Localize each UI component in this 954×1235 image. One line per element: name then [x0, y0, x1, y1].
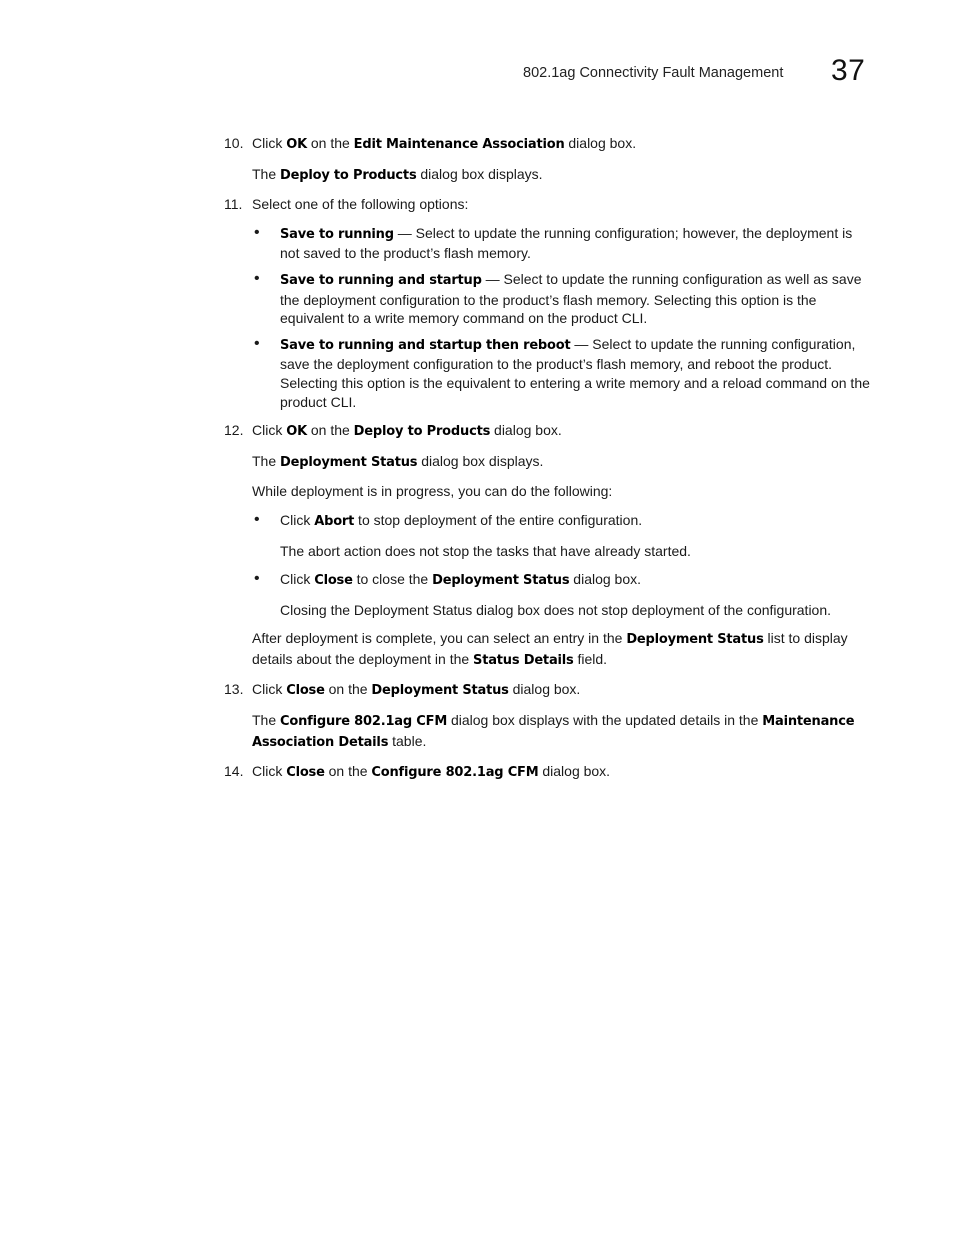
bullet-icon: •	[254, 570, 260, 588]
bullet-icon: •	[254, 269, 260, 287]
ui-term-dialog: Deploy to Products	[353, 424, 491, 440]
ui-term-ok: OK	[286, 137, 307, 152]
step-13-result: The Configure 802.1ag CFM dialog box displays with the updated details in the Maintenance Association Details table.	[252, 712, 855, 750]
ui-term-close: Close	[286, 683, 325, 699]
ui-term-list: Deployment Status	[626, 632, 764, 648]
option-description: — Select to update the running configuration; however, the deployment is not saved to the product’s flash memory.	[280, 224, 853, 262]
ui-term-close: Close	[314, 573, 353, 589]
option-label: Save to running and startup then reboot	[280, 337, 571, 353]
step-number: 12.	[224, 422, 244, 439]
step-12-result: The Deployment Status dialog box displays.	[252, 452, 544, 470]
running-header-title: 802.1ag Connectivity Fault Management	[523, 65, 784, 81]
option-label: Save to running	[280, 226, 394, 242]
ui-term-dialog: Configure 802.1ag CFM	[371, 765, 539, 781]
step-number: 11.	[224, 196, 243, 213]
ui-term-dialog: Deployment Status	[280, 454, 418, 470]
bullet-icon: •	[254, 510, 260, 528]
close-note: Closing the Deployment Status dialog box does not stop deployment of the configuration.	[280, 601, 832, 618]
step-10-result: The Deploy to Products dialog box displays.	[252, 165, 543, 183]
text: Select one of the following options:	[252, 196, 469, 213]
ui-term-field: Status Details	[473, 652, 574, 668]
chapter-number: 37	[831, 54, 866, 87]
ui-term-dialog: Deploy to Products	[280, 167, 417, 183]
action-close: • Click Close to close the Deployment Status dialog box.	[254, 570, 642, 589]
step-11	[224, 195, 874, 214]
document-body	[224, 134, 874, 793]
bullet-icon: •	[254, 334, 260, 352]
abort-note: The abort action does not stop the tasks that have already started.	[280, 542, 691, 559]
step-12-intro: While deployment is in progress, you can do the following:	[252, 483, 613, 500]
option-description: — Select to update the running configuration as well as save the deployment configuration to the product’s flash memory. Selecting this option is the equivalent to a write memory command on the product CLI.	[280, 270, 862, 327]
ui-term-ok: OK	[286, 424, 307, 440]
deployment-complete-note: After deployment is complete, you can select an entry in the Deployment Status list to display details about the deployment in the Status Details field.	[252, 630, 848, 668]
step-number: 10.	[224, 135, 244, 151]
step-12: 12. Click OK on the Deploy to Products dialog box.	[224, 422, 562, 440]
text: on the	[306, 135, 354, 151]
ui-term-dialog: Deployment Status	[371, 683, 509, 699]
step-14: 14. Click Close on the Configure 802.1ag CFM dialog box.	[224, 763, 611, 781]
step-number: 14.	[224, 763, 244, 780]
option-description: — Select to update the running configuration, save the deployment configuration to the product’s flash memory, and reboot the product. Selecting this option is the equivalent to entering a write memory and a reload command on the product CLI.	[280, 335, 870, 410]
step-number: 13.	[224, 681, 244, 698]
ui-term-dialog: Deployment Status	[432, 573, 570, 589]
option-save-to-running	[224, 224, 874, 263]
ui-term-dialog: Configure 802.1ag CFM	[280, 714, 448, 730]
text: Click	[252, 135, 287, 151]
ui-term-close: Close	[286, 765, 325, 781]
action-abort: • Click Abort to stop deployment of the entire configuration.	[254, 510, 643, 529]
bullet-icon: •	[254, 223, 260, 241]
step-13: 13. Click Close on the Deployment Status dialog box.	[224, 681, 581, 699]
option-label: Save to running and startup	[280, 272, 482, 288]
ui-term-dialog: Edit Maintenance Association	[353, 137, 565, 152]
ui-term-table: Maintenance Association Details	[252, 714, 855, 750]
option-save-to-running-and-startup	[224, 270, 874, 328]
step-10	[224, 134, 874, 155]
text: dialog box.	[564, 135, 637, 151]
option-save-startup-reboot	[224, 335, 874, 411]
ui-term-abort: Abort	[314, 513, 355, 529]
